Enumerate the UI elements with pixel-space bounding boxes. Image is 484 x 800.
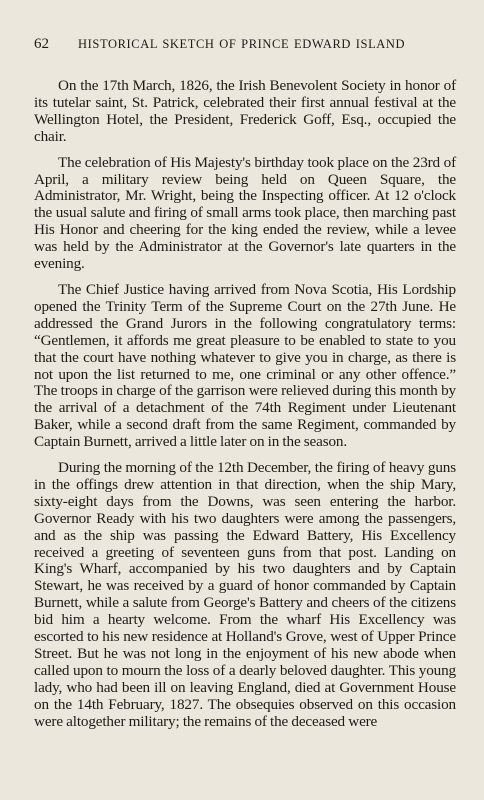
page-header bbox=[34, 36, 456, 66]
running-head: HISTORICAL SKETCH OF PRINCE EDWARD ISLAND bbox=[78, 37, 406, 51]
body-text bbox=[34, 78, 456, 731]
paragraph-kings-birthday: The celebration of His Majesty's birthday took place on the 23rd of April, a military review being held on Queen Square, the Administrator, Mr. Wright, being the Inspecting officer. At 12 o'clock the usual salute and firing of small arms took place, then marching past His Honor and cheering for the king ended the review, while a levee was held by the Administrator at the Governor's late quarters in the evening. bbox=[34, 153, 456, 273]
page-number: 62 bbox=[34, 36, 49, 52]
paragraph-chief-justice: The Chief Justice having arrived from Nova Scotia, His Lordship opened the Trinity Term of the Supreme Court on the 27th June. He addressed the Grand Jurors in the following congratulatory terms: “Gentlemen, it affords me great pleasure to be enabled to state to you that the court have nothing whatever to give you in charge, as there is not upon the list returned to me, one criminal or any other offence.” The troops in charge of the garrison were relieved during this month by the arrival of a detachment of the 74th Regiment under Lieutenant Baker, while a second draft from the same Regiment, commanded by Captain Burnett, arrived a little later on in the season. bbox=[34, 280, 456, 451]
paragraph-governor-ready-arrival: During the morning of the 12th December, the firing of heavy guns in the offings drew attention in that direction, when the ship Mary, sixty-eight days from the Downs, was seen entering the harbor. Governor Ready with his two daughters were among the passengers, and as the ship was passing the Edward Battery, His Excellency received a greeting of seventeen guns from that post. Landing on King's Wharf, accompanied by his two daughters and by Captain Stewart, he was received by a guard of honor commanded by Captain Burnett, while a salute from George's Battery and cheers of the citizens bid him a hearty welcome. From the wharf His Excellency was escorted to his new residence at Holland's Grove, west of Upper Prince Street. But he was not long in the enjoyment of his new abode when called upon to mourn the loss of a dearly beloved daughter. This young lady, who had been ill on leaving England, died at Government House on the 14th February, 1827. The obsequies observed on this occasion were altogether military; the remains of the deceased were bbox=[34, 459, 456, 730]
paragraph-irish-benevolent-society: On the 17th March, 1826, the Irish Benevolent Society in honor of its tutelar saint, St. Patrick, celebrated their first annual festival at the Wellington Hotel, the President, Frederick Goff, Esq., occupied the chair. bbox=[34, 77, 456, 145]
